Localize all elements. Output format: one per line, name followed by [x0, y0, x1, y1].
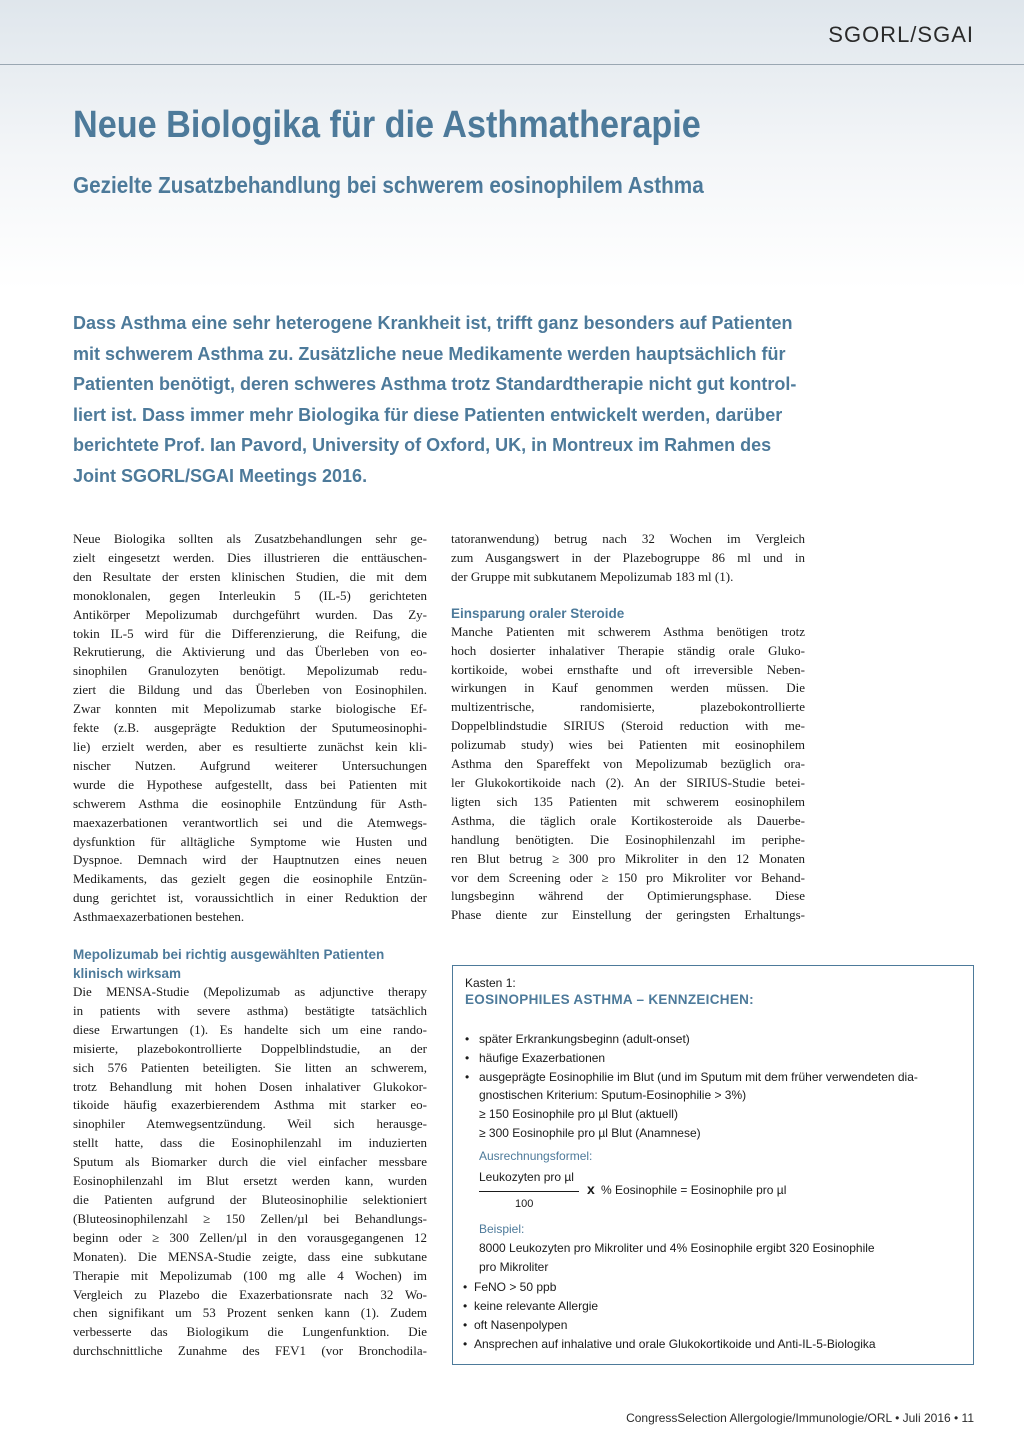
criterion-anamnesis: ≥ 300 Eosinophile pro µl Blut (Anamnese) — [479, 1126, 701, 1140]
body-column-right — [451, 530, 805, 925]
text-line: handlung benötigten. Die Eosinophilenzahl im periphe- — [451, 831, 805, 847]
text-line: wurde die Hypothese aufgestellt, dass bei Patienten mit — [73, 776, 427, 792]
text-line: tatoranwendung) betrug nach 32 Wochen im Vergleich — [451, 531, 805, 546]
lead-line: Joint SGORL/SGAI Meetings 2016. — [73, 465, 368, 486]
text-line: Phase diente zur Einstellung der geringsten Erhaltungs- — [451, 907, 805, 923]
info-box-kasten-1 — [452, 965, 974, 1365]
paragraph-sirius — [451, 623, 805, 926]
text-line: hoch dosierter inhalativer Therapie ständig orale Gluko- — [451, 642, 805, 658]
text-line: den Resultate der ersten klinischen Studien, die mit dem — [73, 568, 427, 584]
text-line: schwerem Asthma die eosinophile Entzündung für Asth- — [73, 795, 427, 811]
criterion-current: ≥ 150 Eosinophile pro µl Blut (aktuell) — [479, 1107, 678, 1121]
text-line: trotz Behandlung mit hohen Dosen inhalativer Glukokor- — [73, 1078, 427, 1094]
text-line: verbesserte das Biologikum die Lungenfunktion. Die — [73, 1324, 427, 1340]
heading-line: klinisch wirksam — [73, 966, 182, 982]
text-line: Asthma, die täglich orale Kortikosteroide als Dauerbe- — [451, 812, 805, 828]
text-line: Rekrutierung, die Aktivierung und das Überleben von eo- — [73, 644, 427, 660]
text-line: Eosinophilenzahl im Blut ersetzt werden kann, wurden — [73, 1173, 427, 1189]
section-heading-steroide: Einsparung oraler Steroide — [451, 605, 625, 621]
text-line: Zwar konnten mit Mepolizumab starke biologische Ef- — [73, 701, 427, 717]
text-line: dung gerichtet ist, voraussichtlich in einer Reduktion der — [73, 890, 427, 906]
text-line: Asthmaexazerbationen bestehen. — [73, 909, 245, 925]
formula-label: Ausrechnungsformel: — [479, 1149, 593, 1163]
box-bullet: • Ansprechen auf inhalative und orale Glukokortikoide und Anti-IL-5-Biologika — [463, 1335, 963, 1354]
text-line: Monaten). Die MENSA-Studie zeigte, dass eine subkutane — [73, 1248, 427, 1264]
text-line: misierte, plazebokontrollierte Doppelblindstudie, an der — [73, 1040, 427, 1056]
text-line: monoklonalen, gegen Interleukin 5 (IL-5) gerichteten — [73, 587, 427, 603]
text-line: sinophilen Granulozyten benötigt. Mepolizumab redu- — [73, 663, 427, 679]
text-line: fekte (z.B. ausgeprägte Reduktion der Sputumeosinophi- — [73, 720, 427, 736]
text-line: Die MENSA-Studie (Mepolizumab as adjunctive therapy — [73, 984, 427, 1000]
text-line: Neue Biologika sollten als Zusatzbehandlungen sehr ge- — [73, 531, 427, 546]
text-line: Manche Patienten mit schwerem Asthma benötigen trotz — [451, 623, 805, 639]
box-bullet: • ausgeprägte Eosinophilie im Blut (und im Sputum mit dem früher verwendeten dia- — [465, 1068, 965, 1087]
text-line: tokin IL-5 wird für die Differenzierung, die Reifung, die — [73, 625, 427, 641]
body-column-left — [73, 530, 427, 1361]
article-subtitle: Gezielte Zusatzbehandlung bei schwerem eosinophilem Asthma — [73, 172, 704, 198]
box-title: EOSINOPHILES ASTHMA – KENNZEICHEN: — [465, 992, 754, 1007]
text-line: maexazerbationen verantwortlich sei und die Atemwegs- — [73, 814, 427, 830]
page-footer: CongressSelection Allergologie/Immunologie/ORL • Juli 2016 • 11 — [626, 1411, 974, 1425]
text-line: ler Glukokortikoide nach (2). An der SIRIUS-Studie betei- — [451, 774, 805, 790]
text-line: durchschnittliche Zunahme des FEV1 (vor Bronchodila- — [73, 1343, 427, 1359]
box-bullet: • später Erkrankungsbeginn (adult-onset) — [465, 1030, 965, 1049]
example-label: Beispiel: — [479, 1222, 525, 1236]
text-line: dysfunktion für alltägliche Symptome wie Husten und — [73, 833, 427, 849]
paragraph-fev1 — [451, 530, 805, 587]
text-line: multizentrische, randomisierte, plazebokontrollierte — [451, 699, 805, 715]
lead-line: berichtete Prof. Ian Pavord, University of Oxford, UK, in Montreux im Rahmen des — [73, 435, 772, 455]
lead-line: Patienten benötigt, deren schweres Asthma trotz Standardtherapie nicht gut kontrol- — [73, 374, 797, 394]
example-text: pro Mikroliter — [479, 1260, 549, 1274]
section-tag: SGORL/SGAI — [828, 22, 974, 47]
formula-fraction-bar — [479, 1191, 579, 1192]
text-line: lie) erzielt werden, aber es resultierte zunächst kein kli- — [73, 738, 427, 754]
section-heading-mepolizumab — [73, 945, 427, 983]
text-line: diese Erwartungen (1). Es handelte sich um eine rando- — [73, 1021, 427, 1037]
lead-line: liert ist. Dass immer mehr Biologika für diese Patienten entwickelt werden, darüber — [73, 404, 783, 425]
header-rule — [0, 64, 1024, 65]
article-title: Neue Biologika für die Asthmatherapie — [73, 104, 701, 146]
text-line: nischer Nutzen. Aufgrund weiterer Untersuchungen — [73, 757, 427, 773]
text-line: polizumab study) wies bei Patienten mit eosinophilem — [451, 737, 805, 753]
text-line: der Gruppe mit subkutanem Mepolizumab 183 ml (1). — [451, 568, 734, 584]
box-bullet: • oft Nasenpolypen — [463, 1316, 963, 1335]
paragraph-intro — [73, 530, 427, 927]
text-line: Vergleich zu Plazebo die Exazerbationsrate nach 32 Wo- — [73, 1286, 427, 1302]
text-line: zielt eingesetzt werden. Dies illustrieren die enttäuschen- — [73, 549, 427, 565]
lead-paragraph — [73, 308, 833, 491]
text-line: Medikaments, das gezielt gegen die eosinophile Entzün- — [73, 871, 427, 887]
text-line: Antikörper Mepolizumab durchgeführt wurden. Das Zy- — [73, 606, 427, 622]
text-line: kortikoide, wobei ernsthafte und oft irreversible Neben- — [451, 661, 805, 677]
text-line: stellt hatte, dass die Eosinophilenzahl im induzierten — [73, 1135, 427, 1151]
lead-line: Dass Asthma eine sehr heterogene Krankheit ist, trifft ganz besonders auf Patienten — [73, 313, 793, 333]
box-bullet: • keine relevante Allergie — [463, 1297, 963, 1316]
text-line: Asthma den Spareffekt von Mepolizumab bezüglich ora- — [451, 756, 805, 772]
text-line: Doppelblindstudie SIRIUS (Steroid reduction with me- — [451, 718, 805, 734]
text-line: Sputum als Biomarker durch die viel einfacher messbare — [73, 1154, 427, 1170]
text-line: in patients with severe asthma) bestätigte tatsächlich — [73, 1002, 427, 1018]
box-bullet: • FeNO > 50 ppb — [463, 1278, 963, 1297]
box-label: Kasten 1: — [465, 976, 516, 990]
text-line: sich 576 Patienten beteiligten. Sie litten an schwerem, — [73, 1059, 427, 1075]
box-bullet-list-bottom — [463, 1278, 963, 1354]
text-line: Therapie mit Mepolizumab (100 mg alle 4 Wochen) im — [73, 1267, 427, 1283]
formula-result: % Eosinophile = Eosinophile pro µl — [601, 1183, 787, 1197]
text-line: ren Blut betrug ≥ 300 pro Mikroliter in den 12 Monaten — [451, 850, 805, 866]
text-line: ligten sich 135 Patienten mit schwerem eosinophilem — [451, 793, 805, 809]
text-line: die Patienten aufgrund der Bluteosinophilie selektioniert — [73, 1192, 427, 1207]
paragraph-mensa — [73, 983, 427, 1361]
text-line: zum Ausgangswert in der Plazebogruppe 86 ml und in — [451, 549, 805, 565]
text-line: beginn oder ≥ 300 Zellen/µl in den vorausgegangenen 12 — [73, 1229, 427, 1245]
formula-times: x — [587, 1181, 595, 1197]
box-bullet: • häufige Exazerbationen — [465, 1049, 965, 1068]
text-line: vor dem Screening oder ≥ 150 pro Mikroliter vor Behand- — [451, 869, 805, 885]
text-line: sinophiler Atemwegsentzündung. Weil sich herausge- — [73, 1116, 427, 1132]
box-bullet-continuation: gnostischen Kriterium: Sputum-Eosinophilie > 3%) — [479, 1088, 747, 1102]
text-line: lungsbeginn während der Optimierungsphase. Diese — [451, 888, 805, 904]
heading-line: Mepolizumab bei richtig ausgewählten Patienten — [73, 947, 385, 963]
formula-numerator: Leukozyten pro µl — [479, 1170, 574, 1184]
text-line: wirkungen in Kauf genommen werden müssen. Die — [451, 680, 805, 696]
text-line: Dyspnoe. Demnach wird der Hauptnutzen eines neuen — [73, 852, 427, 868]
lead-line: mit schwerem Asthma zu. Zusätzliche neue Medikamente werden hauptsächlich für — [73, 343, 786, 364]
text-line: ziert die Bildung und das Überleben von Eosinophilen. — [73, 682, 427, 698]
formula-denominator: 100 — [515, 1198, 534, 1210]
box-bullet-list-top — [465, 1030, 965, 1087]
example-text: 8000 Leukozyten pro Mikroliter und 4% Eosinophile ergibt 320 Eosinophile — [479, 1241, 875, 1255]
text-line: tikoide häufig exazerbierendem Asthma mit starker eo- — [73, 1097, 427, 1113]
text-line: (Bluteosinophilenzahl ≥ 150 Zellen/µl bei Behandlungs- — [73, 1210, 427, 1226]
text-line: chen signifikant um 53 Prozent senken kann (1). Zudem — [73, 1305, 427, 1321]
